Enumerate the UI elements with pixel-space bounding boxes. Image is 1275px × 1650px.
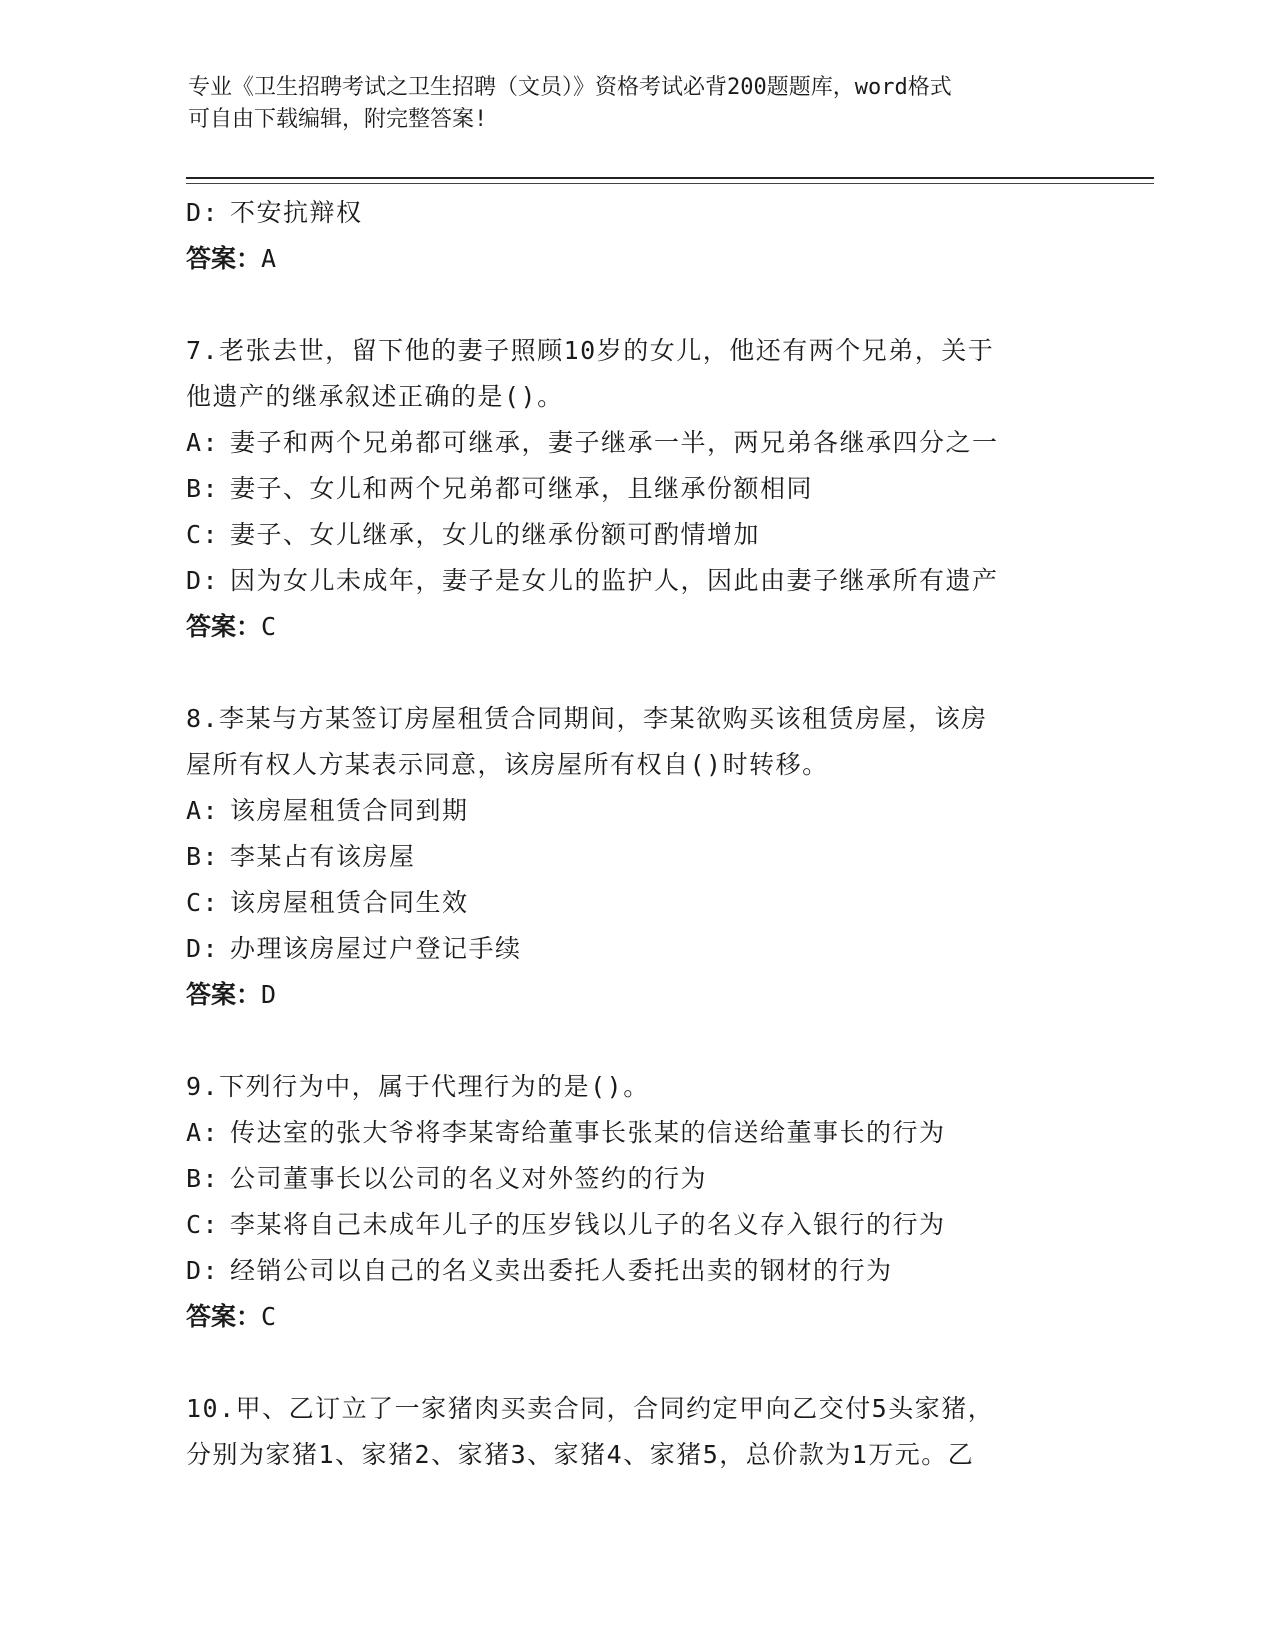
option-text: 经销公司以自己的名义卖出委托人委托出卖的钢材的行为	[230, 1256, 893, 1285]
answer-value: D	[261, 980, 277, 1009]
option-text: 该房屋租赁合同到期	[230, 796, 469, 825]
option-line	[186, 926, 1086, 972]
header-rule-thick	[186, 177, 1154, 179]
option-text: 传达室的张大爷将李某寄给董事长张某的信送给董事长的行为	[230, 1118, 946, 1147]
option-key: D:	[186, 566, 220, 595]
document-body	[186, 190, 1086, 1478]
option-key: B:	[186, 474, 220, 503]
answer-label: 答案：	[186, 1302, 262, 1331]
question-stem-line: 分别为家猪1、家猪2、家猪3、家猪4、家猪5，总价款为1万元。乙	[186, 1440, 975, 1469]
option-key: A:	[186, 796, 220, 825]
option-key: C:	[186, 1210, 220, 1239]
option-line	[186, 1248, 1086, 1294]
option-text: 妻子和两个兄弟都可继承，妻子继承一半，两兄弟各继承四分之一	[230, 428, 999, 457]
answer-label: 答案：	[186, 980, 262, 1009]
option-key: D:	[186, 934, 220, 963]
option-line	[186, 466, 1086, 512]
option-key: C:	[186, 888, 220, 917]
option-text: 妻子、女儿继承，女儿的继承份额可酌情增加	[230, 520, 761, 549]
option-text: 办理该房屋过户登记手续	[230, 934, 522, 963]
option-line	[186, 1110, 1086, 1156]
option-key: C:	[186, 520, 220, 549]
option-key: A:	[186, 428, 220, 457]
header-rule-thin	[186, 183, 1154, 184]
answer-line	[186, 604, 1086, 650]
answer-line	[186, 1294, 1086, 1340]
option-key: D:	[186, 198, 220, 227]
question-stem-line: 屋所有权人方某表示同意，该房屋所有权自()时转移。	[186, 750, 829, 779]
header-line-1: 专业《卫生招聘考试之卫生招聘（文员）》资格考试必背200题题库，word格式	[188, 75, 952, 100]
option-key: D:	[186, 1256, 220, 1285]
option-key: B:	[186, 842, 220, 871]
option-line	[186, 834, 1086, 880]
option-line	[186, 190, 1086, 236]
question-stem-line: 他遗产的继承叙述正确的是()。	[186, 382, 564, 411]
option-line	[186, 1202, 1086, 1248]
option-text: 因为女儿未成年，妻子是女儿的监护人，因此由妻子继承所有遗产	[230, 566, 999, 595]
question-stem-line: 8.李某与方某签订房屋租赁合同期间，李某欲购买该租赁房屋，该房	[186, 704, 988, 733]
answer-label: 答案：	[186, 244, 262, 273]
option-text: 李某将自己未成年儿子的压岁钱以儿子的名义存入银行的行为	[230, 1210, 946, 1239]
option-text: 李某占有该房屋	[230, 842, 416, 871]
option-text: 公司董事长以公司的名义对外签约的行为	[230, 1164, 708, 1193]
question-stem-line: 9.下列行为中，属于代理行为的是()。	[186, 1072, 650, 1101]
option-text: 该房屋租赁合同生效	[230, 888, 469, 917]
option-line	[186, 558, 1086, 604]
question-stem-line: 7.老张去世，留下他的妻子照顾10岁的女儿，他还有两个兄弟，关于	[186, 336, 995, 365]
option-line	[186, 420, 1086, 466]
answer-label: 答案：	[186, 612, 262, 641]
option-line	[186, 512, 1086, 558]
option-line	[186, 1156, 1086, 1202]
option-key: B:	[186, 1164, 220, 1193]
option-key: A:	[186, 1118, 220, 1147]
answer-line	[186, 972, 1086, 1018]
header-line-2: 可自由下载编辑，附完整答案!	[188, 107, 488, 132]
option-text: 妻子、女儿和两个兄弟都可继承，且继承份额相同	[230, 474, 814, 503]
answer-value: A	[261, 244, 277, 273]
document-header	[188, 72, 1088, 136]
option-line	[186, 788, 1086, 834]
option-text: 不安抗辩权	[230, 198, 363, 227]
option-line	[186, 880, 1086, 926]
question-stem-line: 10.甲、乙订立了一家猪肉买卖合同，合同约定甲向乙交付5头家猪，	[186, 1394, 995, 1423]
answer-line	[186, 236, 1086, 282]
answer-value: C	[261, 612, 277, 641]
answer-value: C	[261, 1302, 277, 1331]
